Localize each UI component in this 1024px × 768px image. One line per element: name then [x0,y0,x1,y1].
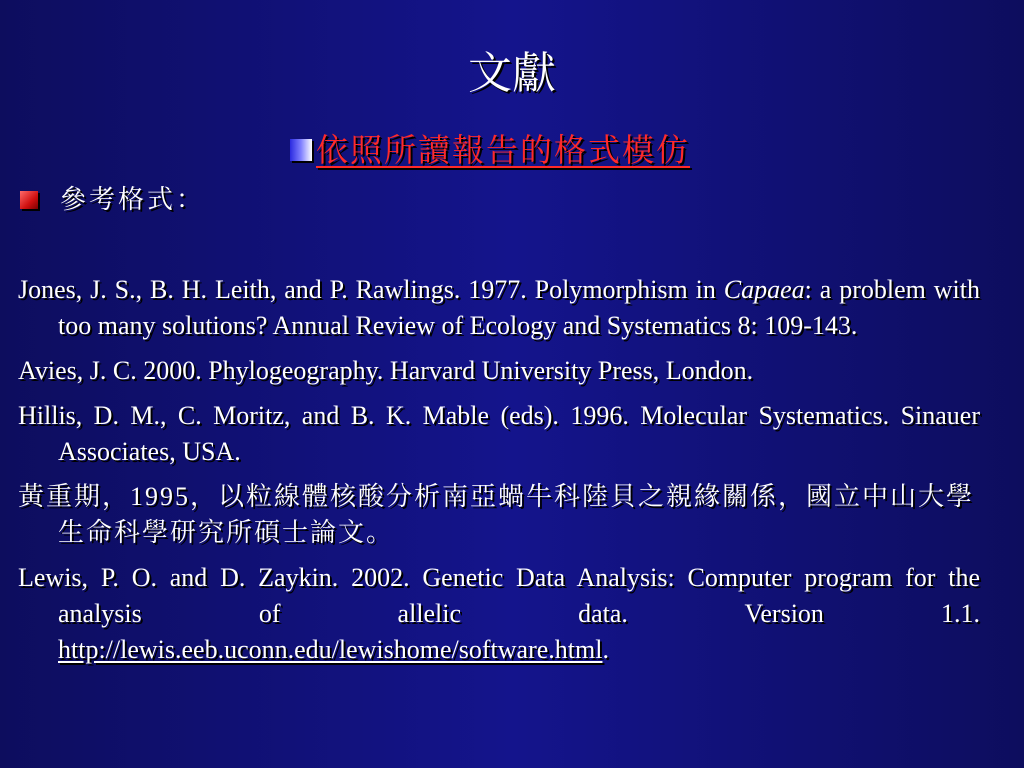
reference-item: Hillis, D. M., C. Moritz, and B. K. Mable (eds). 1996. Molecular Systematics. Sinauer Associates, USA. [18,401,980,466]
reference-text: Jones, J. S., B. H. Leith, and P. Rawlings. 1977. Polymorphism in [18,275,724,304]
reference-item [18,272,980,344]
reference-format-heading [20,182,205,218]
reference-text: Lewis, P. O. and D. Zaykin. 2002. Genetic Data Analysis: Computer program for the analysis of allelic data. Version 1.1. [18,563,980,628]
square-bullet-icon [290,139,312,161]
reference-link[interactable]: http://lewis.eeb.uconn.edu/lewishome/software.html [58,635,603,664]
reference-item: 黃重期，1995，以粒線體核酸分析南亞蝸牛科陸貝之親緣關係，國立中山大學生命科學研究所碩士論文。 [18,482,975,547]
reference-list [18,272,980,677]
slide-title: 文獻 [468,49,556,98]
subtitle-line [290,130,690,170]
reference-text: : a problem with too many solutions? Annual Review of Ecology and Systematics 8: 109-143. [58,275,980,340]
reference-item [18,560,980,668]
reference-format-label: 參考格式： [60,185,206,214]
square-bullet-icon [20,191,38,209]
reference-text: . [602,635,609,664]
reference-item: Avies, J. C. 2000. Phylogeography. Harvard University Press, London. [18,356,754,385]
reference-italic-text: Capaea [723,275,805,304]
subtitle-text: 依照所讀報告的格式模仿 [316,132,691,168]
